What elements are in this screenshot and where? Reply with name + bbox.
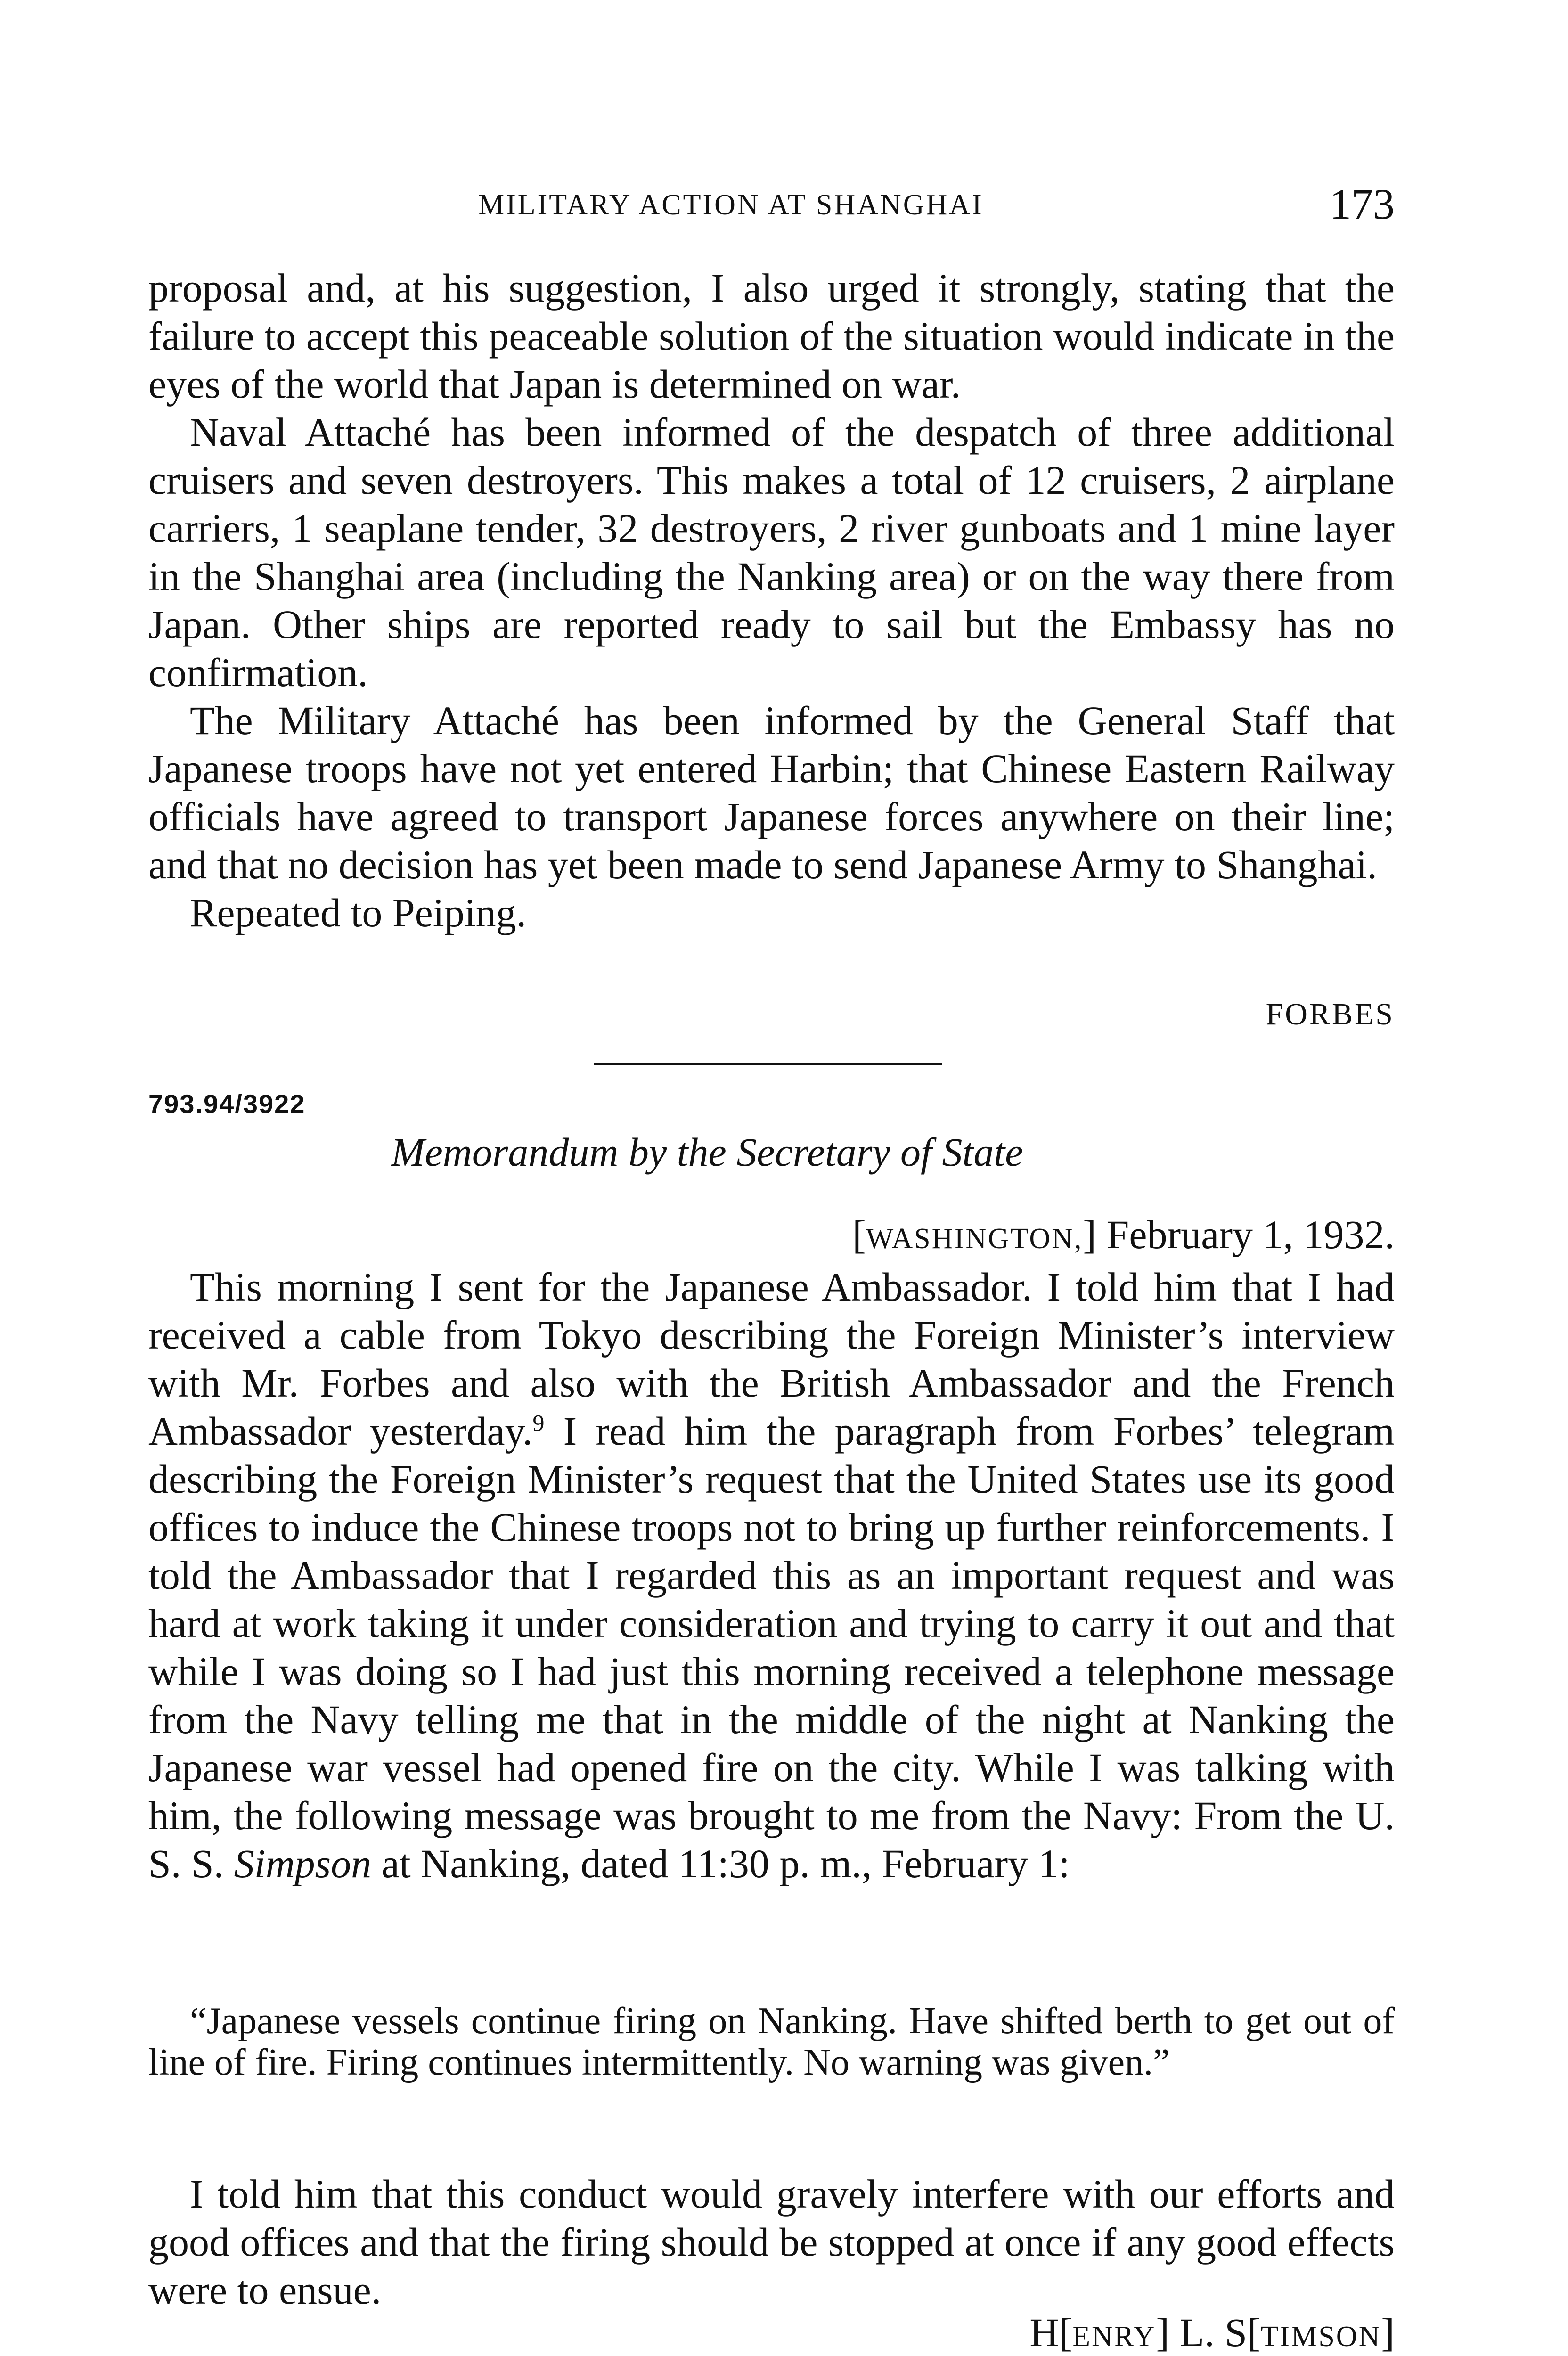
footnote-reference: 9 bbox=[532, 1409, 545, 1436]
quoted-message bbox=[148, 2000, 1395, 2083]
telegram-paragraph: Repeated to Peiping. bbox=[190, 890, 527, 935]
dateline-date: February 1, 1932. bbox=[1106, 1212, 1395, 1257]
paragraph-text: This morning I sent for the Japanese Ambassador. I told him that I had received a cable from Tokyo describing the Foreign Minister’s interview with Mr. Forbes and also with the British Ambassador and the French Ambassador yesterday. bbox=[148, 1264, 1395, 1454]
running-head bbox=[148, 179, 1395, 231]
quote-text: “Japanese vessels continue firing on Nanking. Have shifted berth to get out of line of fire. Firing continues intermittently. No warning was given.” bbox=[148, 2000, 1395, 2083]
memorandum-body bbox=[148, 1263, 1395, 1888]
memorandum-paragraph: I told him that this conduct would gravely interfere with our efforts and good offices and that the firing should be stopped at once if any good effects were to ensue. bbox=[148, 2171, 1395, 2313]
signature-part: ENRY bbox=[1072, 2321, 1156, 2353]
memorandum-paragraph bbox=[148, 1263, 1395, 1888]
signature-part: TIMSON bbox=[1260, 2321, 1381, 2353]
signature-part: H[ bbox=[1029, 2310, 1073, 2355]
signature-part: ] bbox=[1381, 2310, 1395, 2355]
memorandum-title: Memorandum by the Secretary of State bbox=[391, 1129, 1023, 1175]
memorandum-signature bbox=[1029, 2309, 1395, 2356]
telegram-paragraph: Naval Attaché has been informed of the despatch of three additional cruisers and seven destroyers. This makes a total of 12 cruisers, 2 airplane carriers, 1 seaplane tender, 32 destroyers, 2 river gunboats and 1 mine layer in the Shanghai area (including the Nanking area) or on the way there from Japan. Other ships are reported ready to sail but the Embassy has no confirmation. bbox=[148, 409, 1395, 695]
telegram-body bbox=[148, 264, 1395, 937]
paragraph-text: at Nanking, dated 11:30 p. m., February 1: bbox=[371, 1841, 1070, 1886]
telegram-paragraph: proposal and, at his suggestion, I also urged it strongly, stating that the failure to accept this peaceable solution of the situation would indicate in the eyes of the world that Japan is determined on war. bbox=[148, 265, 1395, 407]
telegram-signature: FORBES bbox=[1266, 997, 1395, 1031]
page-number: 173 bbox=[1330, 180, 1395, 228]
telegram-paragraph: The Military Attaché has been informed by the General Staff that Japanese troops have not yet entered Harbin; that Chinese Eastern Railway officials have agreed to transport Japanese forces anywhere on their line; and that no decision has yet been made to send Japanese Army to Shanghai. bbox=[148, 698, 1395, 887]
running-title: MILITARY ACTION AT SHANGHAI bbox=[478, 189, 984, 221]
dateline-place: WASHINGTON, bbox=[866, 1223, 1083, 1255]
signature-part: ] L. S[ bbox=[1156, 2310, 1261, 2355]
dateline: [WASHINGTON,] February 1, 1932. bbox=[852, 1212, 1395, 1257]
file-number: 793.94/3922 bbox=[148, 1089, 306, 1119]
section-divider bbox=[594, 1063, 942, 1065]
paragraph-text: I read him the paragraph from Forbes’ telegram describing the Foreign Minister’s request that the United States use its good offices to induce the Chinese troops not to bring up further reinforcements. I told the Ambassador that I regarded this as an important request and was hard at work taking it under consideration and trying to carry it out and that while I was doing so I had just this morning received a telephone message from the Navy telling me that in the middle of the night at Nanking the Japanese war vessel had opened fire on the city. While I was talking with him, the following message was brought to me from the Navy: From the U. S. S. bbox=[148, 1408, 1395, 1886]
ship-name: Simpson bbox=[234, 1841, 372, 1886]
memorandum-closing bbox=[148, 2170, 1395, 2314]
